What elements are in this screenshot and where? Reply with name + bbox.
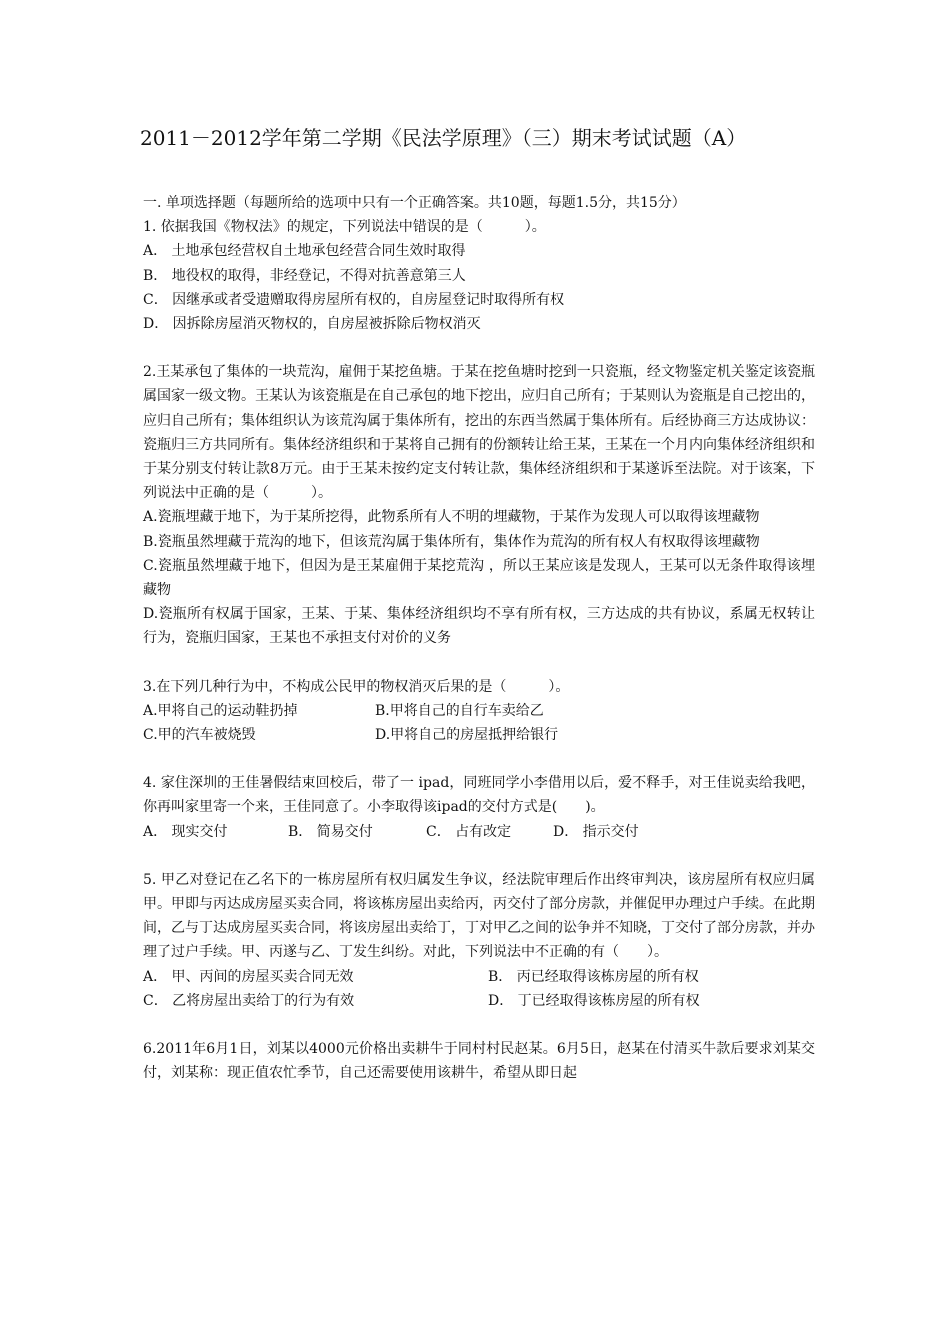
question-2-option-c: C.瓷瓶虽然埋藏于地下，但因为是王某雇佣于某挖荒沟 ，所以王某应该是发现人，王某可以无条件取得该埋藏物 (143, 557, 815, 598)
question-5-options-row-1 (143, 965, 815, 989)
question-3-options-row-2 (143, 723, 815, 747)
question-3-option-c: C.甲的汽车被烧毁 (143, 726, 256, 743)
question-3-option-a: A.甲将自己的运动鞋扔掉 (143, 702, 298, 719)
question-3-options-row-1 (143, 699, 815, 723)
question-3-option-b: B.甲将自己的自行车卖给乙 (375, 702, 544, 719)
question-3-stem: 3.在下列几种行为中，不构成公民甲的物权消灭后果的是（ ）。 (143, 678, 570, 695)
question-4-option-c: C． 占有改定 (426, 823, 512, 840)
question-3-option-d: D.甲将自己的房屋抵押给银行 (375, 726, 559, 743)
spacer (143, 844, 815, 868)
question-2-option-a: A.瓷瓶埋藏于地下，为于某所挖得，此物系所有人不明的埋藏物，于某作为发现人可以取得该埋藏物 (143, 509, 760, 526)
spacer (143, 651, 815, 675)
spacer (143, 747, 815, 771)
question-5-option-b: B． 丙已经取得该栋房屋的所有权 (488, 968, 699, 985)
question-4-options-row (143, 820, 815, 844)
question-4-option-b: B． 简易交付 (288, 823, 373, 840)
question-1-stem: 1. 依据我国《物权法》的规定，下列说法中错误的是（ ）。 (143, 219, 546, 236)
exam-body (143, 191, 815, 1085)
question-1-option-b: B． 地役权的取得，非经登记，不得对抗善意第三人 (143, 267, 466, 284)
question-4-stem: 4. 家住深圳的王佳暑假结束回校后，带了一 ipad，同班同学小李借用以后，爱不释手，对王佳说卖给我吧，你再叫家里寄一个来，王佳同意了。小李取得该ipad的交付方式是( )。 (143, 775, 815, 816)
question-5-options-row-2 (143, 989, 815, 1013)
question-6-stem: 6.2011年6月1日，刘某以4000元价格出卖耕牛于同村村民赵某。6月5日，赵某在付清买牛款后要求刘某交付，刘某称：现正值农忙季节，自己还需要使用该耕牛，希望从即日起 (143, 1040, 815, 1082)
section-heading: 一. 单项选择题（每题所给的选项中只有一个正确答案。共10题，每题1.5分，共15分） (143, 195, 686, 211)
question-1-option-c: C． 因继承或者受遗赠取得房屋所有权的，自房屋登记时取得所有权 (143, 291, 565, 308)
question-4-option-d: D． 指示交付 (553, 823, 639, 840)
question-5-option-a: A． 甲、丙间的房屋买卖合同无效 (143, 968, 354, 985)
question-5-stem: 5. 甲乙对登记在乙名下的一栋房屋所有权归属发生争议，经法院审理后作出终审判决，该房屋所有权应归属甲。甲即与丙达成房屋买卖合同，将该栋房屋出卖给丙，丙交付了部分房款，并催促甲办理过户手续。在此期间，乙与丁达成房屋买卖合同，将该房屋出卖给丁，丁对甲乙之间的讼争并不知晓，丁交付了部分房款，并办理了过户手续。甲、丙遂与乙、丁发生纠纷。对此，下列说法中不正确的有（ ）。 (143, 871, 815, 961)
question-4-option-a: A． 现实交付 (143, 823, 228, 840)
question-5-option-c: C． 乙将房屋出卖给丁的行为有效 (143, 992, 355, 1009)
question-5-option-d: D． 丁已经取得该栋房屋的所有权 (488, 992, 700, 1009)
question-2-stem: 2.王某承包了集体的一块荒沟，雇佣于某挖鱼塘。于某在挖鱼塘时挖到一只瓷瓶，经文物鉴定机关鉴定该瓷瓶属国家一级文物。王某认为该瓷瓶是在自己承包的地下挖出，应归自己所有；于某则认为瓷瓶是自己挖出的，应归自己所有；集体组织认为该荒沟属于集体所有，挖出的东西当然属于集体所有。后经协商三方达成协议：瓷瓶归三方共同所有。集体经济组织和于某将自己拥有的份额转让给王某，王某在一个月内向集体经济组织和于某分别支付转让款8万元。由于王某未按约定支付转让款，集体经济组织和于某遂诉至法院。对于该案，下列说法中正确的是（ ）。 (143, 364, 815, 502)
question-2-option-d: D.瓷瓶所有权属于国家，王某、于某、集体经济组织均不享有所有权，三方达成的共有协议，系属无权转让行为，瓷瓶归国家，王某也不承担支付对价的义务 (143, 606, 815, 647)
question-1-option-d: D． 因拆除房屋消灭物权的，自房屋被拆除后物权消灭 (143, 315, 481, 332)
question-2-option-b: B.瓷瓶虽然埋藏于荒沟的地下，但该荒沟属于集体所有，集体作为荒沟的所有权人有权取得该埋藏物 (143, 533, 760, 550)
exam-title: 2011－2012学年第二学期《民法学原理》（三）期末考试试题（A） (140, 126, 747, 150)
spacer (143, 336, 815, 360)
question-1-option-a: A． 土地承包经营权自土地承包经营合同生效时取得 (143, 243, 466, 260)
spacer (143, 1013, 815, 1037)
